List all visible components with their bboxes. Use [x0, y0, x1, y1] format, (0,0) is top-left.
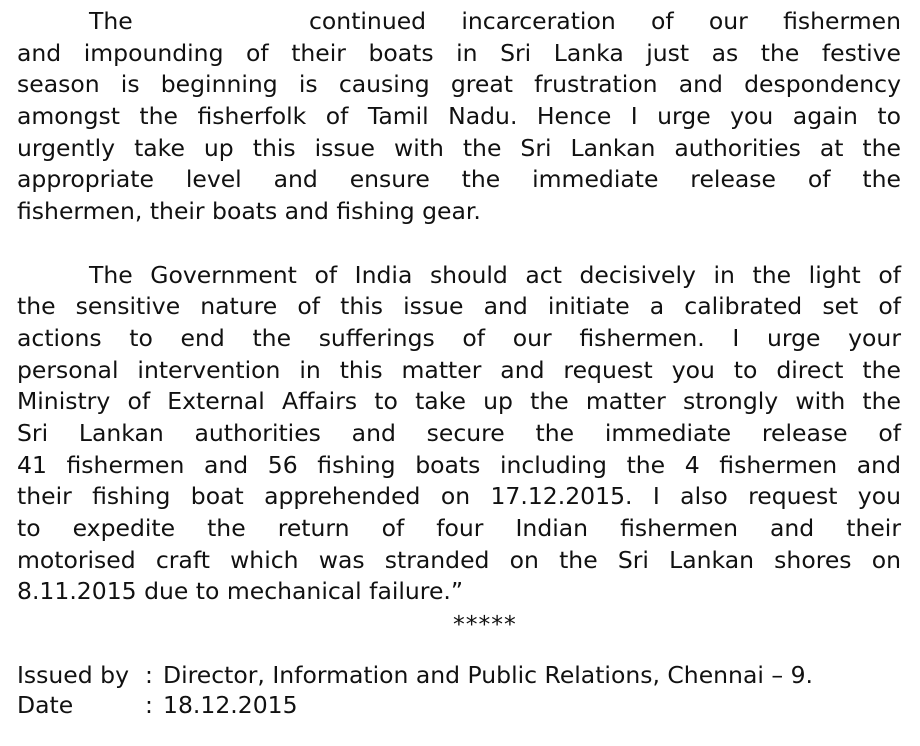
- paragraph-line: motorised craft which was stranded on the Sri Lankan shores on: [17, 545, 901, 574]
- paragraph-line: Sri Lankan authorities and secure the immediate release of: [17, 418, 901, 447]
- paragraph-line: Ministry of External Affairs to take up the matter strongly with the: [17, 387, 901, 416]
- paragraph-line: and impounding of their boats in Sri Lanka just as the festive: [17, 38, 901, 67]
- paragraph-line-text: continued incarceration of our fishermen: [309, 7, 901, 35]
- paragraph-line: personal intervention in this matter and request you to direct the: [17, 355, 901, 384]
- paragraph-line: the sensitive nature of this issue and initiate a calibrated set of: [17, 292, 901, 321]
- paragraph-line: to expedite the return of four Indian fishermen and their: [17, 514, 901, 542]
- issued-by-value: Director, Information and Public Relations, Chennai – 9.: [163, 661, 813, 690]
- issued-by-label: Issued by: [17, 661, 129, 690]
- date-value: 18.12.2015: [163, 691, 298, 720]
- paragraph-line: fishermen, their boats and fishing gear.: [17, 197, 481, 226]
- paragraph-line: their fishing boat apprehended on 17.12.2015. I also request you: [17, 482, 901, 511]
- paragraph-line: [17, 6, 901, 38]
- issued-by-row: [17, 660, 901, 690]
- paragraph-2: [17, 260, 901, 609]
- issue-footer: [17, 660, 901, 720]
- paragraph-spacer: [17, 228, 901, 260]
- date-label: Date: [17, 691, 74, 720]
- paragraph-line: season is beginning is causing great frustration and despondency: [17, 70, 901, 99]
- colon-separator: :: [145, 661, 153, 690]
- paragraph-line: 8.11.2015 due to mechanical failure.”: [17, 577, 464, 606]
- colon-separator: :: [145, 691, 153, 720]
- paragraph-1: [17, 6, 901, 228]
- section-separator: *****: [453, 610, 517, 639]
- paragraph-first-word: The: [89, 7, 133, 35]
- paragraph-line: amongst the fisherfolk of Tamil Nadu. Hence I urge you again to: [17, 102, 901, 131]
- paragraph-line: appropriate level and ensure the immediate release of the: [17, 165, 901, 194]
- press-release-page: [17, 6, 901, 720]
- paragraph-line: urgently take up this issue with the Sri Lankan authorities at the: [17, 133, 901, 162]
- paragraph-line: The Government of India should act decisively in the light of: [89, 260, 901, 289]
- date-row: [17, 690, 901, 720]
- paragraph-line: actions to end the sufferings of our fishermen. I urge your: [17, 323, 901, 352]
- paragraph-line: 41 fishermen and 56 fishing boats including the 4 fishermen and: [17, 450, 901, 479]
